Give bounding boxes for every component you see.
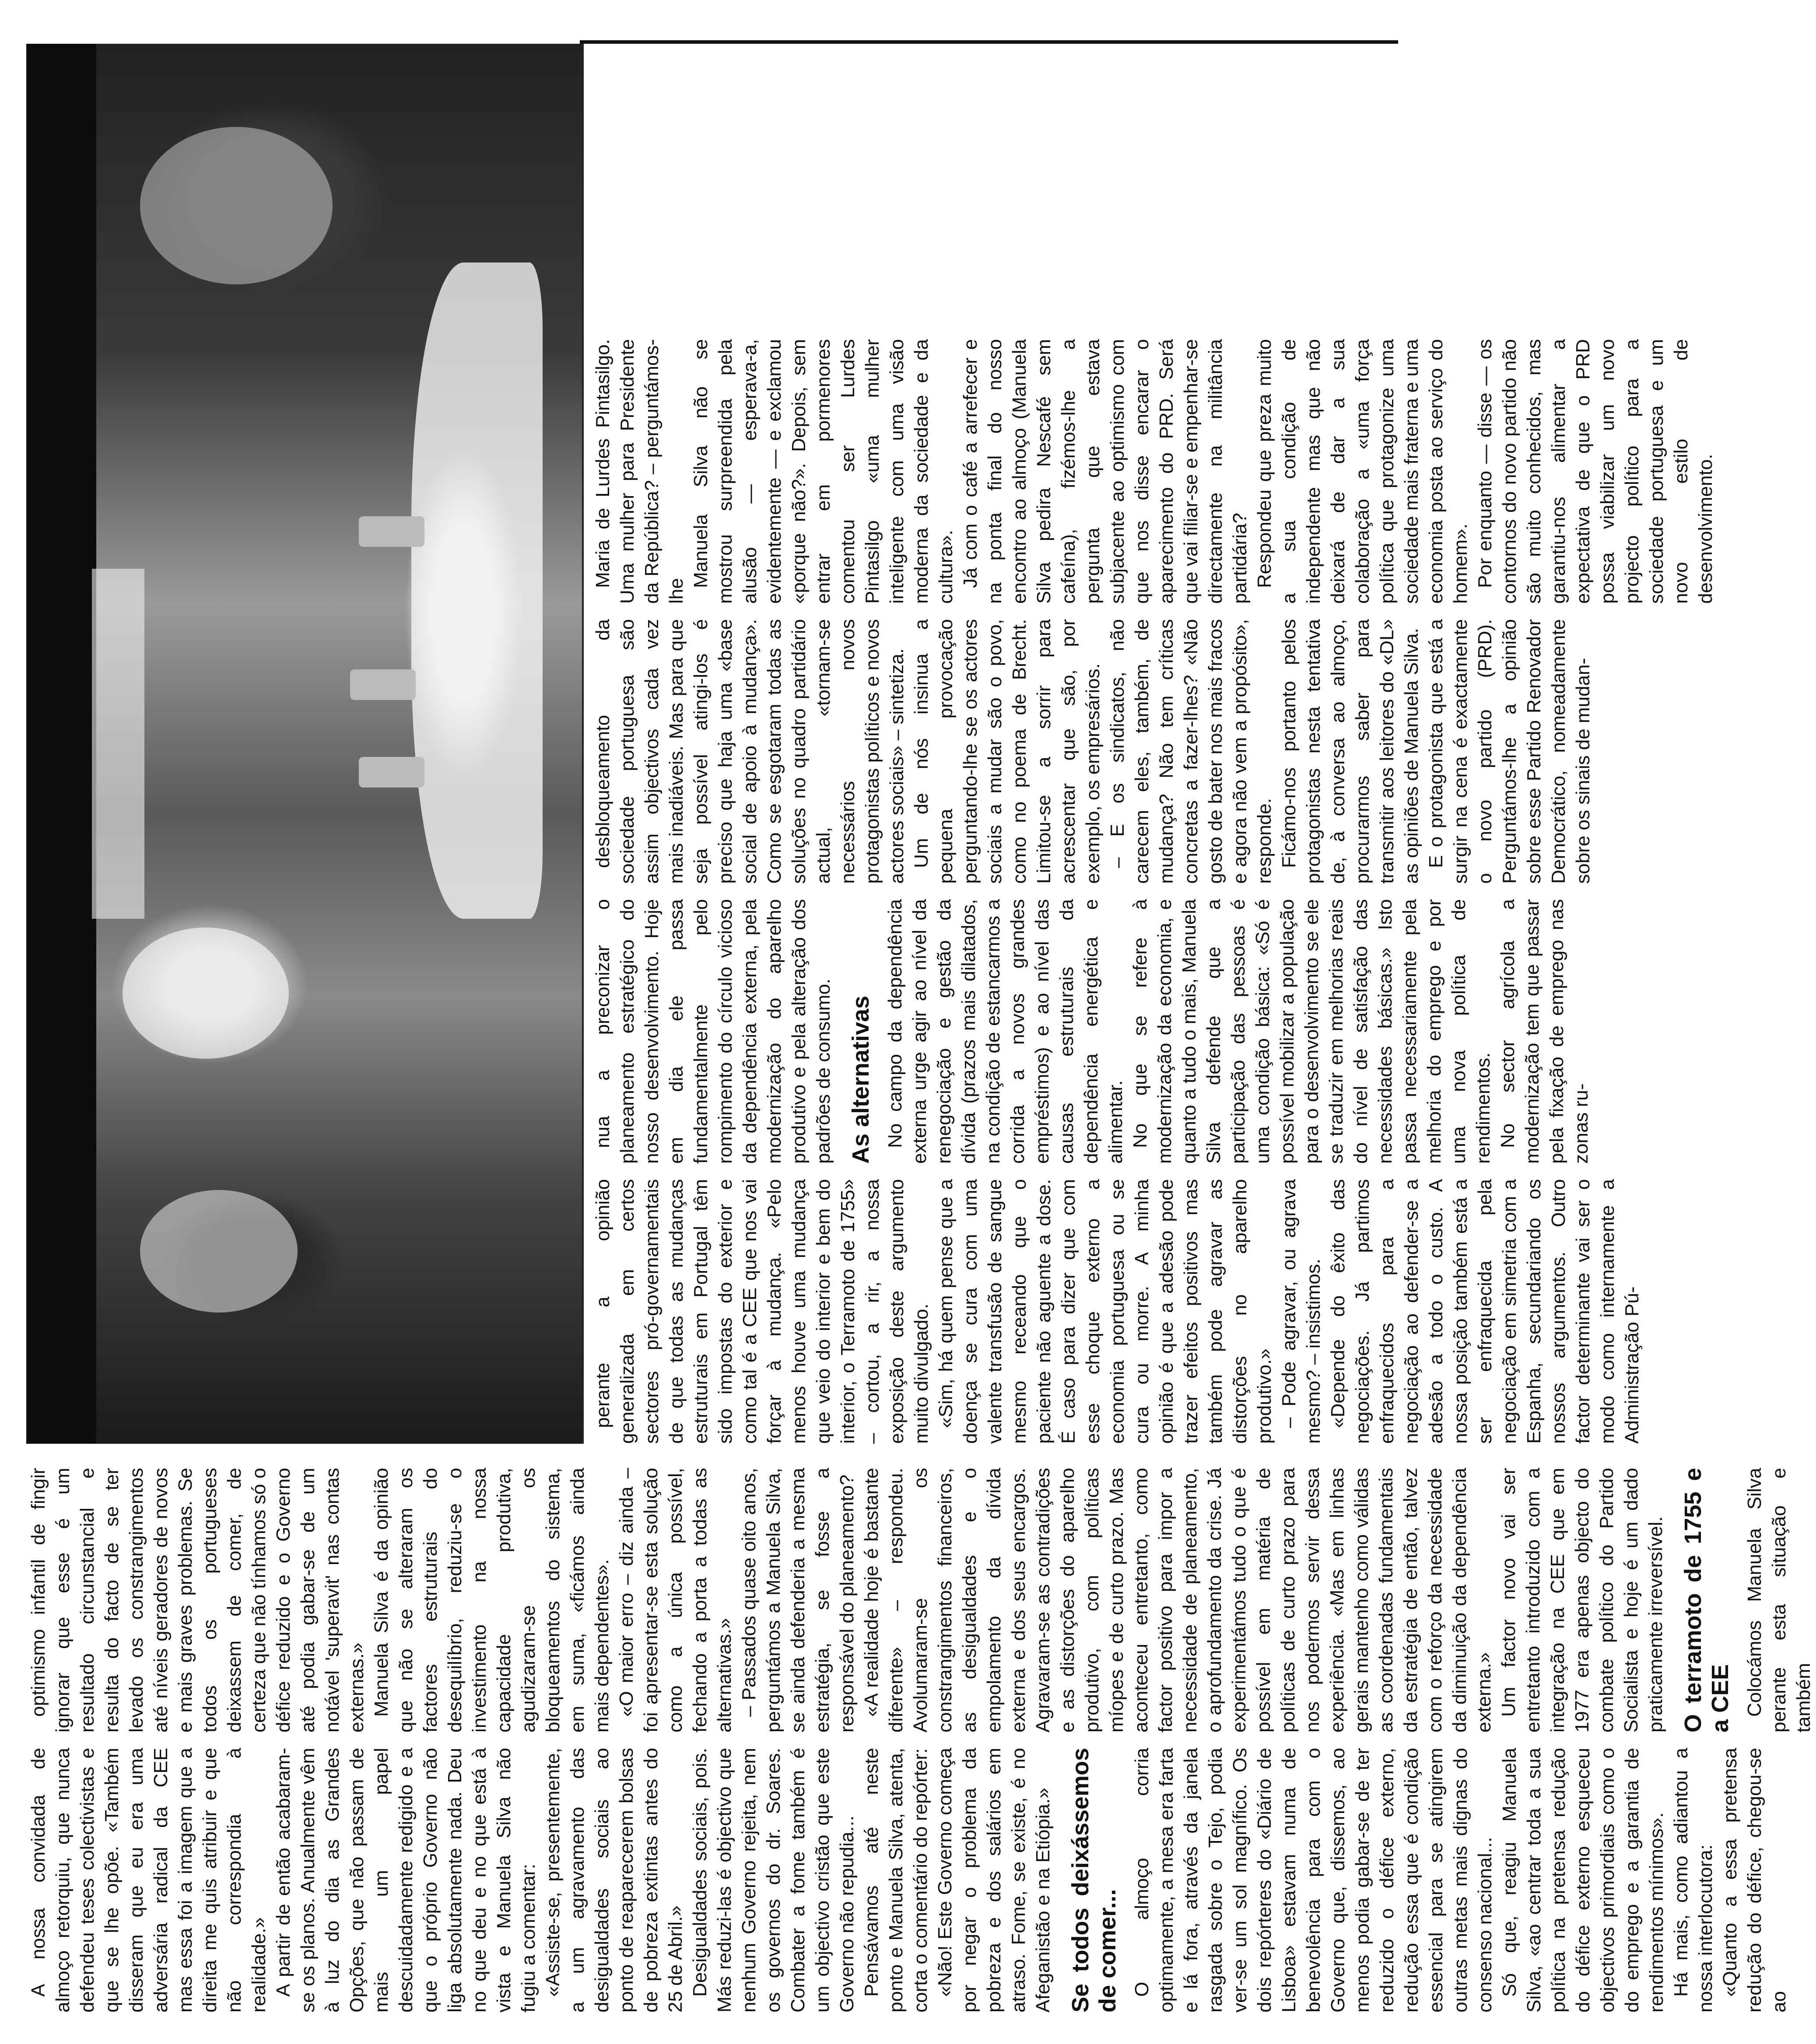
photo-glass <box>350 669 416 700</box>
paragraph: nua a preconizar o planeamento estratégico do nosso desenvolvimento. Hoje em dia ele passa fundamentalmente pelo rompimento do círculo vicioso da dependência externa, pela modernização do aparelho produtivo e pela alteração dos padrões de consumo. <box>592 899 834 1164</box>
subheading: Se todos deixássemos de comer... <box>1067 1748 1121 2012</box>
photo-figure-right <box>140 127 333 284</box>
paragraph: Um factor novo vai ser entretanto introduzido com a integração na CEE que em 1977 era apenas objecto do combate político do Partido Socialista e hoje é um dado praticamente irreversível. <box>1498 1468 1666 1732</box>
paragraph: Por enquanto — disse — os contornos do novo partido não são muito conhecidos, mas garantiu-nos alimentar a expectativa de que o PRD possa viabilizar um novo projecto político para a sociedade portuguesa e um novo estilo de desenvolvimento. <box>1474 339 1716 604</box>
photo-window-light <box>92 569 144 919</box>
paragraph: Manuela Silva é da opinião que não se alteraram os factores estruturais do desequilíbrio, reduziu-se o investimento na nossa capacidade produtiva, agudizaram-se os bloqueamentos do sistema, em suma, «ficámos ainda mais dependentes». <box>371 1468 613 1732</box>
paragraph: A partir de então acabaram-se os planos. Anualmente vêm à luz do dia as Grandes Opções, que não passam de mais um papel descuidadamente redigido e a que o próprio Governo não liga absolutamente nada. Deu no que deu e no que está à vista e Manuela Silva não fugiu a comentar: <box>273 1748 539 2012</box>
paragraph: Há mais, como adiantou a nossa interlocutora: <box>1670 1748 1716 2012</box>
paragraph: – E os sindicatos, não carecem eles, também, de mudança? Não tem críticas concretas a fazer-lhes? «Não gosto de bater nos mais fracos e agora não vem a propósito», responde. <box>1107 619 1275 884</box>
photo-bottom-rule <box>582 44 584 1444</box>
article-column-2 <box>26 1468 1816 1732</box>
subheading: As alternativas <box>848 995 874 1164</box>
photo-figure-left <box>140 1190 298 1312</box>
paragraph: «Sim, há quem pense que a doença se cura com uma valente transfusão de sangue mesmo receando que o paciente não aguente a dose. É caso para dizer que com esse choque externo a economia portuguesa ou se cura ou morre. A minha opinião é que a adesão pode trazer efeitos positivos mas também pode agravar as distorções no aparelho produtivo.» <box>935 1179 1275 1444</box>
paragraph: Maria de Lurdes Pintasilgo. Uma mulher para Presidente da República? – perguntámos-lhe <box>592 339 687 604</box>
paragraph: «Quanto a essa pretensa redução do défice, chegou-se ao <box>1719 1748 1790 2012</box>
paragraph: «Depende do êxito das negociações. Já partimos enfraquecidos para a negociação ao defender-se a adesão a todo o custo. A nossa posição também está a ser enfraquecida pela negociação em simetria com a Espanha, secundariando os nossos argumentos. Outro factor determinante vai ser o modo como internamente a Administração Pú- <box>1327 1179 1643 1444</box>
paragraph: Só que, reagiu Manuela Silva, «ao centrar toda a sua política na pretensa redução do défice externo esqueceu objectivos primordiais como o do emprego e a garantia de rendimentos mínimos». <box>1499 1748 1667 2012</box>
article-column-5 <box>591 619 1595 884</box>
paragraph: optimismo infantil de fingir ignorar que esse é um resultado circunstancial e resulta do facto de se ter levado os constrangimentos até níveis geradores de novos e mais graves problemas. Se todos os portugueses deixassem de comer, de certeza que não tínhamos só o défice reduzido e o Governo até podia gabar-se de um notável 'superavit' nas contas externas.» <box>28 1468 368 1732</box>
paragraph: «O maior erro – diz ainda – foi apresentar-se esta solução como a única possível, fechando a porta a todas as alternativas.» <box>616 1468 735 1732</box>
paragraph: Colocámos Manuela Silva perante esta situação e também <box>1744 1468 1814 1732</box>
newspaper-page <box>18 44 1814 2012</box>
paragraph: No que se refere à modernização da economia, e quanto a tudo o mais, Manuela Silva defende que a participação das pessoas é uma condição básica: «Só é possível mobilizar a população para o desenvolvimento se ele se traduzir em melhorias reais do nível de satisfação das necessidades básicas.» Isto passa necessariamente pela melhoria do emprego e por uma nova política de rendimentos. <box>1129 899 1494 1164</box>
paragraph: «A realidade hoje é bastante diferente» – respondeu. Avolumaram-se os constrangimentos financeiros, as desigualdades e o empolamento da dívida externa e dos seus encargos. Agravaram-se as contradições e as distorções do aparelho produtivo, com políticas míopes e de curto prazo. Mas aconteceu entretanto, como factor positivo para impor a necessidade de planeamento, o aprofundamento da crise. Já experimentámos tudo o que é possível em matéria de políticas de curto prazo para nos podermos servir dessa experiência. «Mas em linhas gerais mantenho como válidas as coordenadas fundamentais da estratégia de então, talvez com o reforço da necessidade da diminuição da dependência externa.» <box>861 1468 1495 1732</box>
top-rule <box>580 40 1398 44</box>
paragraph: «Assiste-se, presentemente, a um agravamento das desigualdades sociais ao ponto de reaparecerem bolsas de pobreza extintas antes do 25 de Abril.» <box>542 1748 686 2012</box>
paragraph: No sector agrícola a modernização tem que passar pela fixação de emprego nas zonas ru- <box>1497 899 1592 1164</box>
paragraph: perante a opinião generalizada em certos sectores pró-governamentais de que todas as mudanças estruturais em Portugal têm sido impostas do exterior e como tal é a CEE que nos vai forçar à mudança. «Pelo menos houve uma mudança que veio do interior e bem do interior, o Terramoto de 1755» – cortou, a rir, a nossa exposição deste argumento muito divulgado. <box>592 1179 932 1444</box>
photo-glass <box>359 516 424 547</box>
subheading: O terramoto de 1755 e a CEE <box>1680 1468 1733 1732</box>
paragraph: desbloqueamento da sociedade portuguesa são assim objectivos cada vez mais inadiáveis. Mas para que seja possível atingi-los é preciso que haja uma «base social de apoio à mudança». Como se esgotaram todas as soluções no quadro partidário actual, «tornam-se necessários novos protagonistas políticos e novos actores sociais» – sintetiza. <box>592 619 908 884</box>
paragraph: Pensávamos até neste ponto e Manuela Silva, atenta, corta o comentário do repórter: <box>861 1748 931 2012</box>
paragraph: «Não! Este Governo começa por negar o problema da pobreza e dos salários em atraso. Fome, se existe, é no Afeganistão e na Etiópia.» <box>934 1748 1054 2012</box>
paragraph: Respondeu que preza muito a sua condição de independente mas que não deixará de dar a sua colaboração a «uma força política que protagonize uma sociedade mais fraterna e uma economia posta ao serviço do homem». <box>1254 339 1471 604</box>
photo-table <box>411 262 543 919</box>
paragraph: O almoço corria optimamente, a mesa era farta e lá fora, através da janela rasgada sobre o Tejo, podia ver-se um sol magnífico. Os dois repórteres do «Diário de Lisboa» estavam numa de benevolência para com o Governo que, dissemos, ao menos podia gabar-se de ter reduzido o défice externo, redução essa que é condição essencial para se atingirem outras metas mais dignas do consenso nacional... <box>1131 1748 1496 2012</box>
paragraph: E o protagonista que está a surgir na cena é exactamente o novo partido (PRD). Perguntámos-lhe a opinião sobre esse Partido Renovador Democrático, nomeadamente sobre os sinais de mudan- <box>1425 619 1594 884</box>
photo-window-area <box>26 44 96 1444</box>
paragraph: – Passados quase oito anos, perguntámos a Manuela Silva, se ainda defenderia a mesma estratégia, se fosse a responsável do planeamento? <box>738 1468 858 1732</box>
article-column-4 <box>591 899 1594 1164</box>
paragraph: A nossa convidada de almoço retorquiu, que nunca defendeu teses colectivistas e que se lhe opõe. «Também disseram que eu era uma adversária radical da CEE mas essa foi a imagem que a direita me quis atribuir e que não correspondia à realidade.» <box>28 1748 270 2012</box>
lower-columns <box>591 44 1716 1444</box>
article-column-3 <box>591 1179 1644 1444</box>
article-column-1 <box>26 1748 1791 2012</box>
paragraph: Um de nós insinua a pequena provocação perguntando-lhe se os actores sociais a mudar são o povo, como no poema de Brecht. Limitou-se a sorrir para acrescentar que são, por exemplo, os empresários. <box>911 619 1104 884</box>
paragraph: Manuela Silva não se mostrou surpreendida pela alusão — esperava-a, evidentemente — e exclamou «porque não?». Depois, sem entrar em pormenores comentou ser Lurdes Pintasilgo «uma mulher inteligente com uma visão moderna da sociedade e da cultura». <box>690 339 957 604</box>
lunch-photograph <box>26 44 582 1444</box>
paragraph: Desigualdades sociais, pois. Más reduzi-las é objectivo que nenhum Governo rejeita, nem os governos do dr. Soares. Combater a fome também é um objectivo cristão que este Governo não repudia... <box>689 1748 858 2012</box>
photo-figure-center <box>123 928 289 1059</box>
paragraph: No campo da dependência externa urge agir ao nível da renegociação e gestão da dívida (prazos mais dilatados, na condição de estancarmos a corrida a novos grandes empréstimos) e ao nível das causas estruturais da dependência energética e alimentar. <box>884 899 1126 1164</box>
article-column-6 <box>591 339 1718 604</box>
paragraph: Ficámo-nos portanto pelos protagonistas nesta tentativa de, à conversa ao almoço, procurarmos saber para transmitir aos leitores do «DL» as opiniões de Manuela Silva. <box>1278 619 1422 884</box>
paragraph: Já com o café a arrefecer e na ponta final do nosso encontro ao almoço (Manuela Silva pedira Nescafé sem cafeína), fizémos-lhe a pergunta que estava subjacente ao optimismo com que nos disse encarar o aparecimento do PRD. Será que vai filiar-se e empenhar-se directamente na militância partidária? <box>960 339 1251 604</box>
photo-glass <box>359 757 424 788</box>
paragraph: – Pode agravar, ou agrava mesmo? – insistimos. <box>1278 1179 1324 1444</box>
